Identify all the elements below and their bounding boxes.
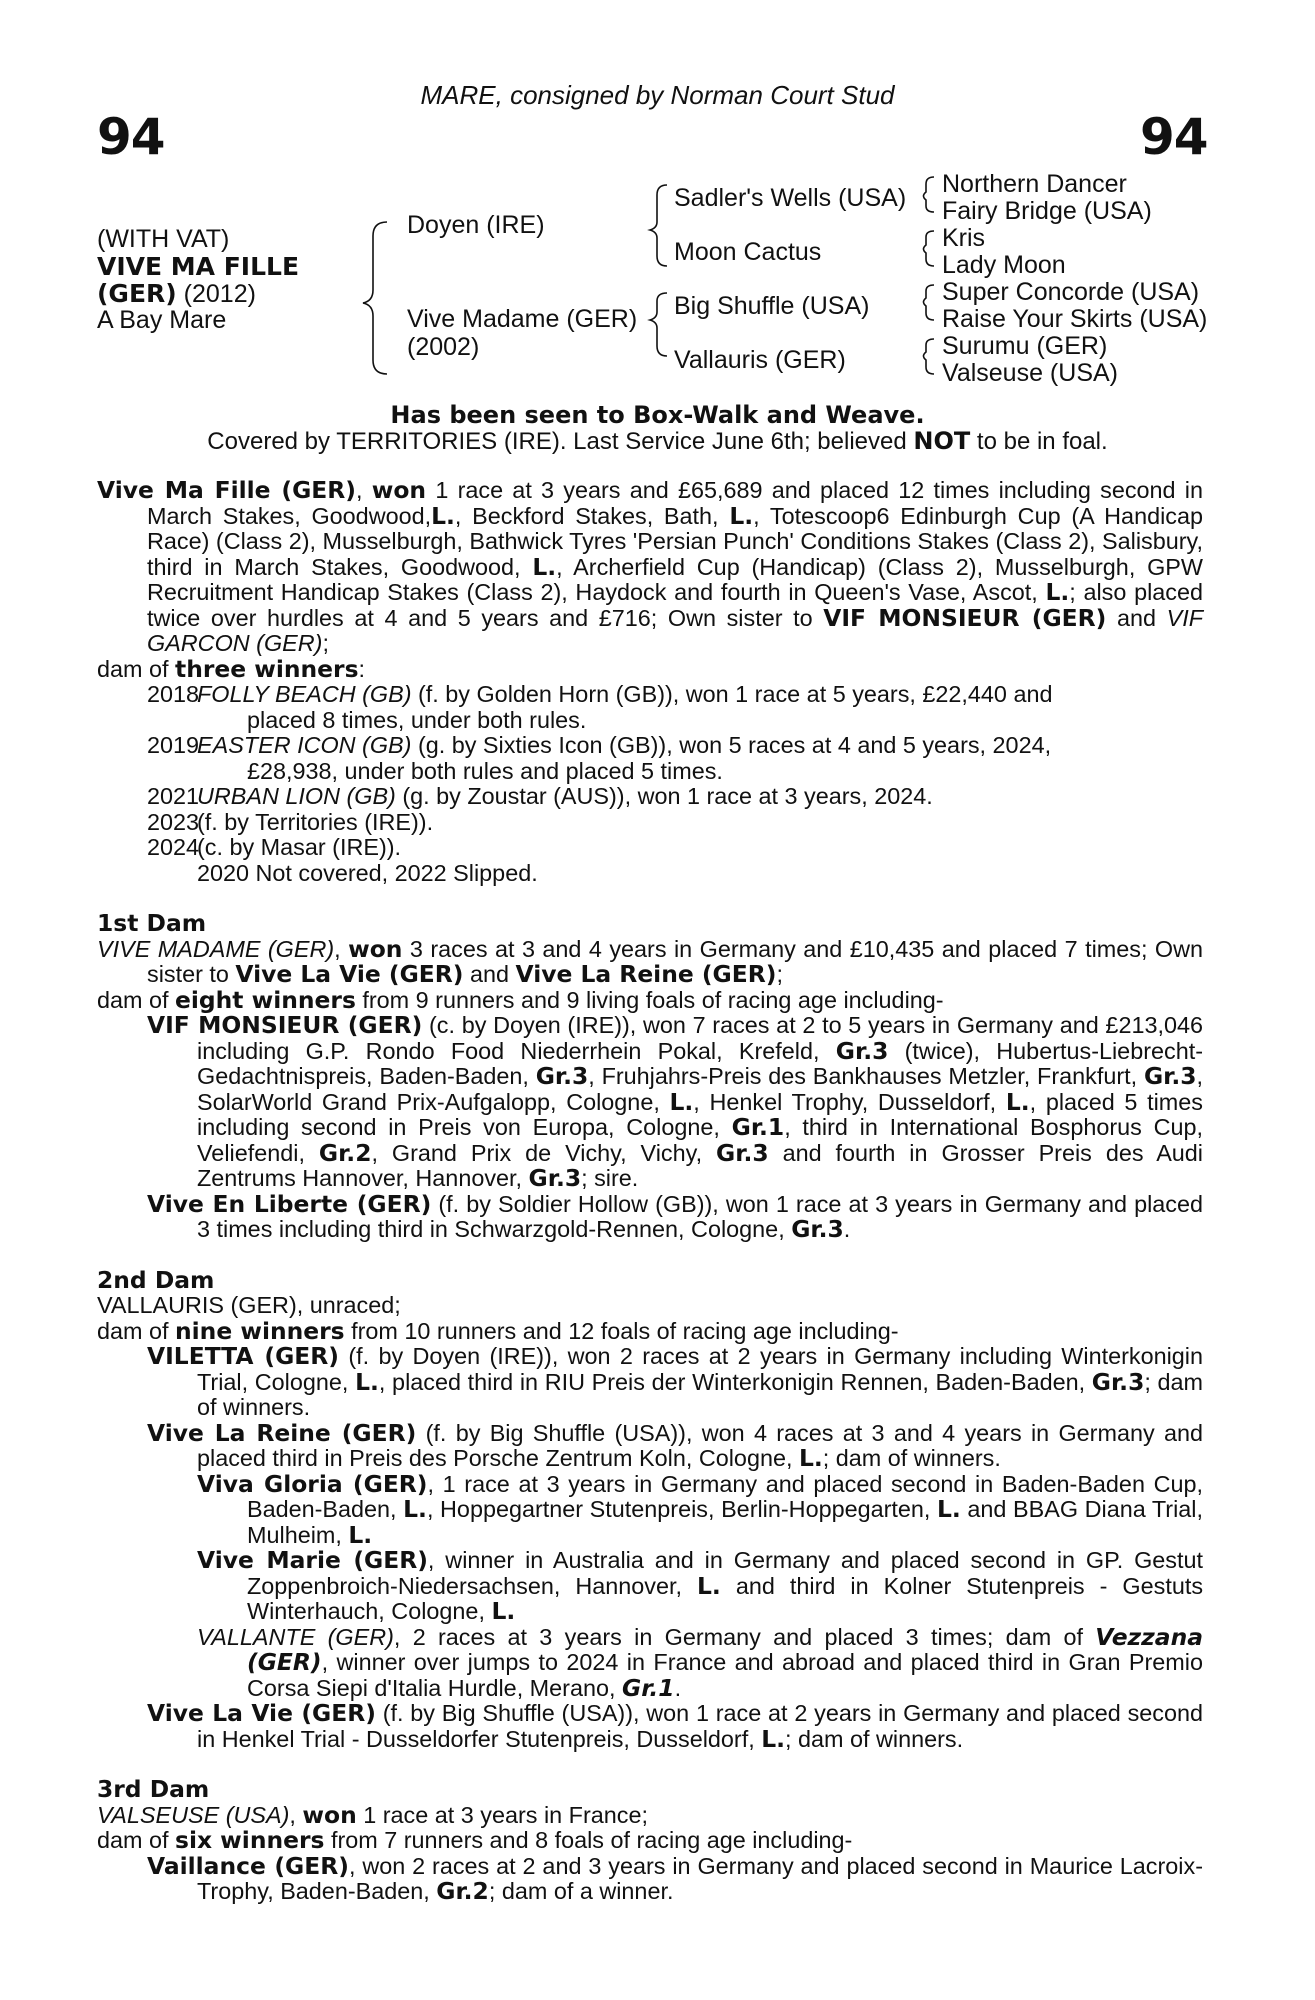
produce-entry-vif-monsieur <box>97 1013 1203 1192</box>
produce-name: EASTER ICON (GB) <box>197 732 412 758</box>
vices-note: Has been seen to Box-Walk and Weave. <box>390 401 925 429</box>
produce-description <box>197 733 1203 784</box>
produce-list <box>97 682 1203 886</box>
produce-name: VIF MONSIEUR (GER) <box>147 1011 423 1039</box>
produce-name: Vaillance (GER) <box>147 1851 349 1880</box>
produce-text: , Grand Prix de Vichy, Vichy, <box>371 1139 703 1166</box>
race-record: Vive Ma Fille (GER), won 1 race at 3 years and £65,689 and placed 12 times including second in March Stakes, Goodwood,L., Beckford Stakes, Bath, L., Totescoop6 Edinburgh Cup (A Handicap Race) (Class 2), Musselburgh, Bathwick Tyres 'Persian Punch' Conditions Stakes (Class 2), Salisbury, third in March Stakes, Goodwood, L., Archerfield Cup (Handicap) (Class 2), Musselburgh, GPW Recruitment Handicap Stakes (Class 2), Haydock and fourth in Queen's Vase, Ascot, L.; also placed twice over hurdles at 4 and 5 years and £716; Own sister to VIF MONSIEUR (GER) and VIF GARCON (GER); <box>97 476 1204 656</box>
group-mark: Gr.2 <box>318 1138 372 1167</box>
second-dam-text: from 10 runners and 12 foals of racing age including- <box>351 1317 899 1344</box>
listed-mark: L. <box>1005 1087 1030 1116</box>
group-mark: Gr.1 <box>731 1113 785 1141</box>
brace-gen3-2 <box>924 231 935 266</box>
produce-text: , Hoppegartner Stutenpreis, Berlin-Hoppegarten, <box>426 1496 931 1522</box>
record-text: : <box>358 655 366 682</box>
sibling-name: VIF GARCON (GER) <box>147 604 1203 656</box>
produce-name: Vezzana (GER) <box>247 1622 1204 1676</box>
produce-name: Vive Marie (GER) <box>197 1546 428 1574</box>
pedigree-dam-dam: Vallauris (GER) <box>674 346 846 374</box>
third-dam-produce-intro <box>97 1828 1203 1854</box>
group-mark: Gr.3 <box>716 1138 769 1167</box>
group-mark: Gr.3 <box>835 1036 889 1065</box>
produce-text: , 1 race at 3 years in Germany and placed second in Baden-Baden Cup, Baden-Baden, <box>247 1470 1203 1522</box>
pedigree-gen3-6: Raise Your Skirts (USA) <box>942 305 1208 333</box>
record-won: won <box>371 476 427 504</box>
produce-text: , won 2 races at 2 and 3 years in Germany and placed second in Maurice Lacroix-Trophy, Baden-Baden, <box>197 1852 1203 1904</box>
covering-note <box>0 428 1315 455</box>
produce-text: , placed 5 times including second in Preis von Europa, Cologne, <box>197 1088 1203 1140</box>
pedigree-gen3-7: Surumu (GER) <box>942 332 1108 360</box>
produce-text: and third in Kolner Stutenpreis - Gestuts Winterhauch, Cologne, <box>247 1572 1204 1624</box>
third-dam-record: VALSEUSE (USA), won 1 race at 3 years in France; <box>97 1800 648 1829</box>
first-dam-heading: 1st Dam <box>97 909 207 937</box>
produce-text: , Fruhjahrs-Preis des Bankhauses Metzler, Frankfurt, <box>588 1063 1138 1089</box>
produce-entry-vive-la-reine <box>97 1418 1203 1472</box>
lot-number-right: 94 <box>1140 108 1208 166</box>
winners-count: three winners <box>175 654 359 683</box>
first-dam-record: VIVE MADAME (GER), won 3 races at 3 and 4 years in Germany and £10,435 and placed 7 times; Own sister to Vive La Vie (GER) and Vive La Reine (GER); <box>97 934 1203 988</box>
produce-text: . <box>843 1216 851 1242</box>
first-dam-text: and <box>469 961 510 987</box>
brace-sire <box>650 185 667 266</box>
produce-entry-viva-gloria <box>97 1469 1203 1549</box>
produce-text: , placed third in RIU Preis der Winterkonigin Rennen, Baden-Baden, <box>378 1368 1086 1395</box>
sibling-name: Vive La Reine (GER) <box>515 960 777 988</box>
produce-row <box>97 784 1203 810</box>
produce-row <box>97 810 1203 836</box>
produce-text: (f. by Big Shuffle (USA)), won 4 races at 3 and 4 years in Germany and placed third in Preis des Porsche Zentrum Koln, Cologne, <box>197 1419 1203 1471</box>
listed-mark: L. <box>761 1724 786 1753</box>
produce-description <box>197 861 1203 887</box>
group-mark: Gr.2 <box>436 1877 489 1905</box>
pedigree-sire-sire: Sadler's Wells (USA) <box>674 184 907 212</box>
produce-text: (f. by Big Shuffle (USA)), won 1 race at 2 years in Germany and placed second in Henkel Trial - Dusseldorfer Stutenpreis, Dusseldorf, <box>197 1700 1203 1752</box>
produce-text: (f. by Doyen (IRE)), won 2 races at 2 years in Germany including Winterkonigin Trial, Cologne, <box>197 1343 1203 1395</box>
produce-text: (c. by Doyen (IRE)), won 7 races at 2 to 5 years in Germany and £213,046 including G.P. Rondo Food Niederrhein Pokal, Krefeld, <box>197 1012 1203 1064</box>
produce-text: (twice), Hubertus-Liebrecht-Gedachtnispreis, Baden-Baden, <box>197 1037 1203 1089</box>
dam-of-label: dam of <box>97 655 169 682</box>
sibling-name: Vive La Vie (GER) <box>235 960 464 988</box>
produce-intro <box>97 654 1203 683</box>
produce-name: VILETTA (GER) <box>147 1342 339 1370</box>
produce-text: £28,938, under both rules and placed 5 times. <box>247 757 723 784</box>
produce-description <box>197 835 1203 861</box>
brace-gen3-4 <box>924 339 935 374</box>
covering-text-end: to be in foal. <box>976 428 1108 455</box>
produce-year: 2023 <box>147 808 200 835</box>
third-dam-won: won <box>302 1800 357 1829</box>
dam-of-label: dam of <box>97 1317 169 1344</box>
first-dam-name: VIVE MADAME (GER) <box>97 935 335 962</box>
first-dam-text: from 9 runners and 9 living foals of racing age including- <box>362 986 944 1013</box>
record-text: , Archerfield Cup (Handicap) (Class 2), Musselburgh, GPW Recruitment Handicap Stakes (Class 2), Haydock and fourth in Queen's Vase, Ascot, <box>147 553 1203 605</box>
brace-gen1 <box>363 222 387 374</box>
produce-text: ; dam of winners. <box>785 1725 964 1752</box>
pedigree-gen3-1: Northern Dancer <box>942 170 1127 198</box>
produce-description <box>197 784 1203 810</box>
covering-text: Covered by TERRITORIES (IRE). Last Service June 6th; believed <box>207 428 907 455</box>
record-text: 1 race at 3 years and £65,689 and placed 12 times including second in March Stakes, Goodwood, <box>147 477 1204 529</box>
produce-year <box>97 861 197 887</box>
produce-text: , third in International Bosphorus Cup, Veliefendi, <box>197 1114 1203 1166</box>
pedigree-gen3-4: Lady Moon <box>942 251 1066 279</box>
record-horse-name: Vive Ma Fille (GER) <box>97 476 356 504</box>
produce-entry-vive-marie <box>97 1548 1203 1625</box>
covering-not: NOT <box>913 427 971 455</box>
produce-row <box>97 835 1203 861</box>
produce-text: (g. by Sixties Icon (GB)), won 5 races at 4 and 5 years, 2024, <box>417 732 1052 758</box>
pedigree-dam-year: (2002) <box>407 333 480 361</box>
listed-mark: L. <box>355 1367 379 1396</box>
first-dam-text: 3 races at 3 and 4 years in Germany and £10,435 and placed 7 times; Own sister to <box>147 935 1203 987</box>
produce-text: 2020 Not covered, 2022 Slipped. <box>197 859 538 886</box>
listed-mark: L. <box>937 1495 961 1523</box>
pedigree-gen3-3: Kris <box>942 224 986 252</box>
produce-text: (f. by Territories (IRE)). <box>197 808 434 835</box>
produce-name: Vive La Vie (GER) <box>147 1699 376 1727</box>
second-dam-name: VALLAURIS (GER), unraced; <box>97 1292 401 1318</box>
winners-count: six winners <box>175 1826 325 1854</box>
record-text: ; <box>322 630 329 656</box>
listed-mark: L. <box>348 1520 373 1549</box>
third-dam-name: VALSEUSE (USA) <box>97 1801 290 1828</box>
record-text: and <box>1116 604 1156 631</box>
pedigree-gen3-2: Fairy Bridge (USA) <box>942 197 1152 225</box>
pedigree-sire-dam: Moon Cactus <box>674 238 822 266</box>
horse-country: (GER) <box>97 279 177 308</box>
produce-description <box>197 810 1203 836</box>
produce-row <box>97 733 1203 784</box>
produce-entry-viletta <box>97 1344 1203 1421</box>
vat-label: (WITH VAT) <box>97 225 230 253</box>
catalogue-body <box>97 478 1203 1905</box>
produce-name: URBAN LION (GB) <box>197 783 396 809</box>
produce-entry-vaillance <box>97 1851 1203 1905</box>
produce-name: Viva Gloria (GER) <box>197 1469 428 1498</box>
produce-text: and BBAG Diana Trial, Mulheim, <box>247 1496 1203 1548</box>
group-mark: Gr.1 <box>622 1673 675 1702</box>
group-mark: Gr.3 <box>1091 1367 1145 1396</box>
group-mark: Gr.3 <box>528 1164 582 1192</box>
produce-year: 2024 <box>147 834 200 860</box>
brace-dam <box>650 293 667 356</box>
brace-gen3-3 <box>924 285 935 320</box>
produce-text: (c. by Masar (IRE)). <box>197 834 402 860</box>
group-mark: Gr.3 <box>535 1062 589 1090</box>
group-mark: Gr.3 <box>1143 1062 1197 1090</box>
produce-text: . <box>674 1674 682 1701</box>
listed-mark: L. <box>1045 578 1070 606</box>
produce-text: (g. by Zoustar (AUS)), won 1 race at 3 years, 2024. <box>402 783 933 809</box>
first-dam-won: won <box>348 934 403 963</box>
second-dam-heading: 2nd Dam <box>97 1265 215 1294</box>
produce-text: ; dam of a winner. <box>488 1878 674 1904</box>
produce-description <box>197 682 1203 733</box>
listed-mark: L. <box>798 1444 823 1472</box>
horse-description: A Bay Mare <box>97 306 227 334</box>
produce-text: , winner in Australia and in Germany and placed second in GP. Gestut Zoppenbroich-Niedersachsen, Hannover, <box>247 1547 1203 1599</box>
produce-text: , 2 races at 3 years in Germany and placed 3 times; dam of <box>393 1623 1083 1650</box>
listed-mark: L. <box>491 1597 516 1625</box>
sibling-name: VIF MONSIEUR (GER) <box>823 603 1107 632</box>
produce-text: , winner over jumps to 2024 in France and abroad and placed third in Gran Premio Corsa Siepi d'Italia Hurdle, Merano, <box>247 1649 1203 1701</box>
produce-text: , Henkel Trophy, Dusseldorf, <box>693 1088 997 1115</box>
listed-mark: L. <box>697 1571 721 1600</box>
listed-mark: L. <box>532 552 557 581</box>
produce-text: ; sire. <box>581 1165 639 1191</box>
produce-row <box>97 861 1203 887</box>
produce-name: Vive En Liberte (GER) <box>147 1189 432 1218</box>
second-dam-produce-intro <box>97 1316 1203 1345</box>
record-text: , Beckford Stakes, Bath, <box>454 502 719 529</box>
first-dam-text: ; <box>776 961 783 987</box>
produce-text: placed 8 times, under both rules. <box>247 706 587 733</box>
produce-year: 2019 <box>147 732 200 758</box>
produce-text: , SolarWorld Grand Prix-Aufgalopp, Cologne, <box>197 1063 1204 1115</box>
dam-of-label: dam of <box>97 986 169 1013</box>
third-dam-heading: 3rd Dam <box>97 1775 210 1803</box>
consignment-line: MARE, consigned by Norman Court Stud <box>420 80 895 110</box>
produce-year: 2021 <box>147 783 200 809</box>
pedigree-gen3-5: Super Concorde (USA) <box>942 278 1200 306</box>
third-dam-text: from 7 runners and 8 foals of racing age including- <box>330 1827 853 1853</box>
listed-mark: L. <box>403 1495 427 1523</box>
produce-text: (f. by Soldier Hollow (GB)), won 1 race at 3 years in Germany and placed 3 times including third in Schwarzgold-Rennen, Cologne, <box>197 1190 1204 1242</box>
pedigree-dam: Vive Madame (GER) <box>407 305 638 333</box>
pedigree-sire: Doyen (IRE) <box>407 211 545 239</box>
produce-text: and fourth in Grosser Preis des Audi Zentrums Hannover, Hannover, <box>197 1139 1204 1191</box>
winners-count: eight winners <box>175 985 356 1014</box>
dam-of-label: dam of <box>97 1827 169 1853</box>
brace-gen3-1 <box>924 177 935 212</box>
produce-text: ; dam of winners. <box>197 1368 1204 1420</box>
horse-name: VIVE MA FILLE <box>97 252 300 281</box>
record-text: ; also placed twice over hurdles at 4 and 5 years and £716; Own sister to <box>147 579 1203 631</box>
pedigree-dam-sire: Big Shuffle (USA) <box>674 292 870 320</box>
third-dam-text: 1 race at 3 years in France; <box>363 1801 648 1828</box>
listed-mark: L. <box>431 501 455 530</box>
produce-text: (f. by Golden Horn (GB)), won 1 race at 5 years, £22,440 and <box>418 681 1053 707</box>
produce-entry-vive-en-liberte <box>97 1189 1204 1243</box>
horse-year: (2012) <box>183 280 256 308</box>
pedigree-gen3-8: Valseuse (USA) <box>942 359 1118 387</box>
listed-mark: L. <box>669 1087 694 1116</box>
produce-entry-vallante <box>97 1622 1204 1702</box>
first-dam-produce-intro <box>97 985 1203 1014</box>
lot-number-left: 94 <box>97 108 165 166</box>
produce-row <box>97 682 1203 733</box>
listed-mark: L. <box>729 501 754 530</box>
produce-name: FOLLY BEACH (GB) <box>197 681 412 707</box>
produce-text: ; dam of winners. <box>822 1445 1001 1471</box>
produce-year: 2018 <box>147 681 200 707</box>
winners-count: nine winners <box>175 1316 345 1345</box>
produce-entry-vive-la-vie <box>97 1701 1203 1752</box>
group-mark: Gr.3 <box>791 1215 844 1243</box>
record-text: , Totescoop6 Edinburgh Cup (A Handicap Race) (Class 2), Musselburgh, Bathwick Tyres 'Persian Punch' Conditions Stakes (Class 2), Salisbury, third in March Stakes, Goodwood, <box>147 502 1203 580</box>
produce-name: VALLANTE (GER) <box>197 1623 394 1650</box>
produce-name: Vive La Reine (GER) <box>147 1418 417 1447</box>
